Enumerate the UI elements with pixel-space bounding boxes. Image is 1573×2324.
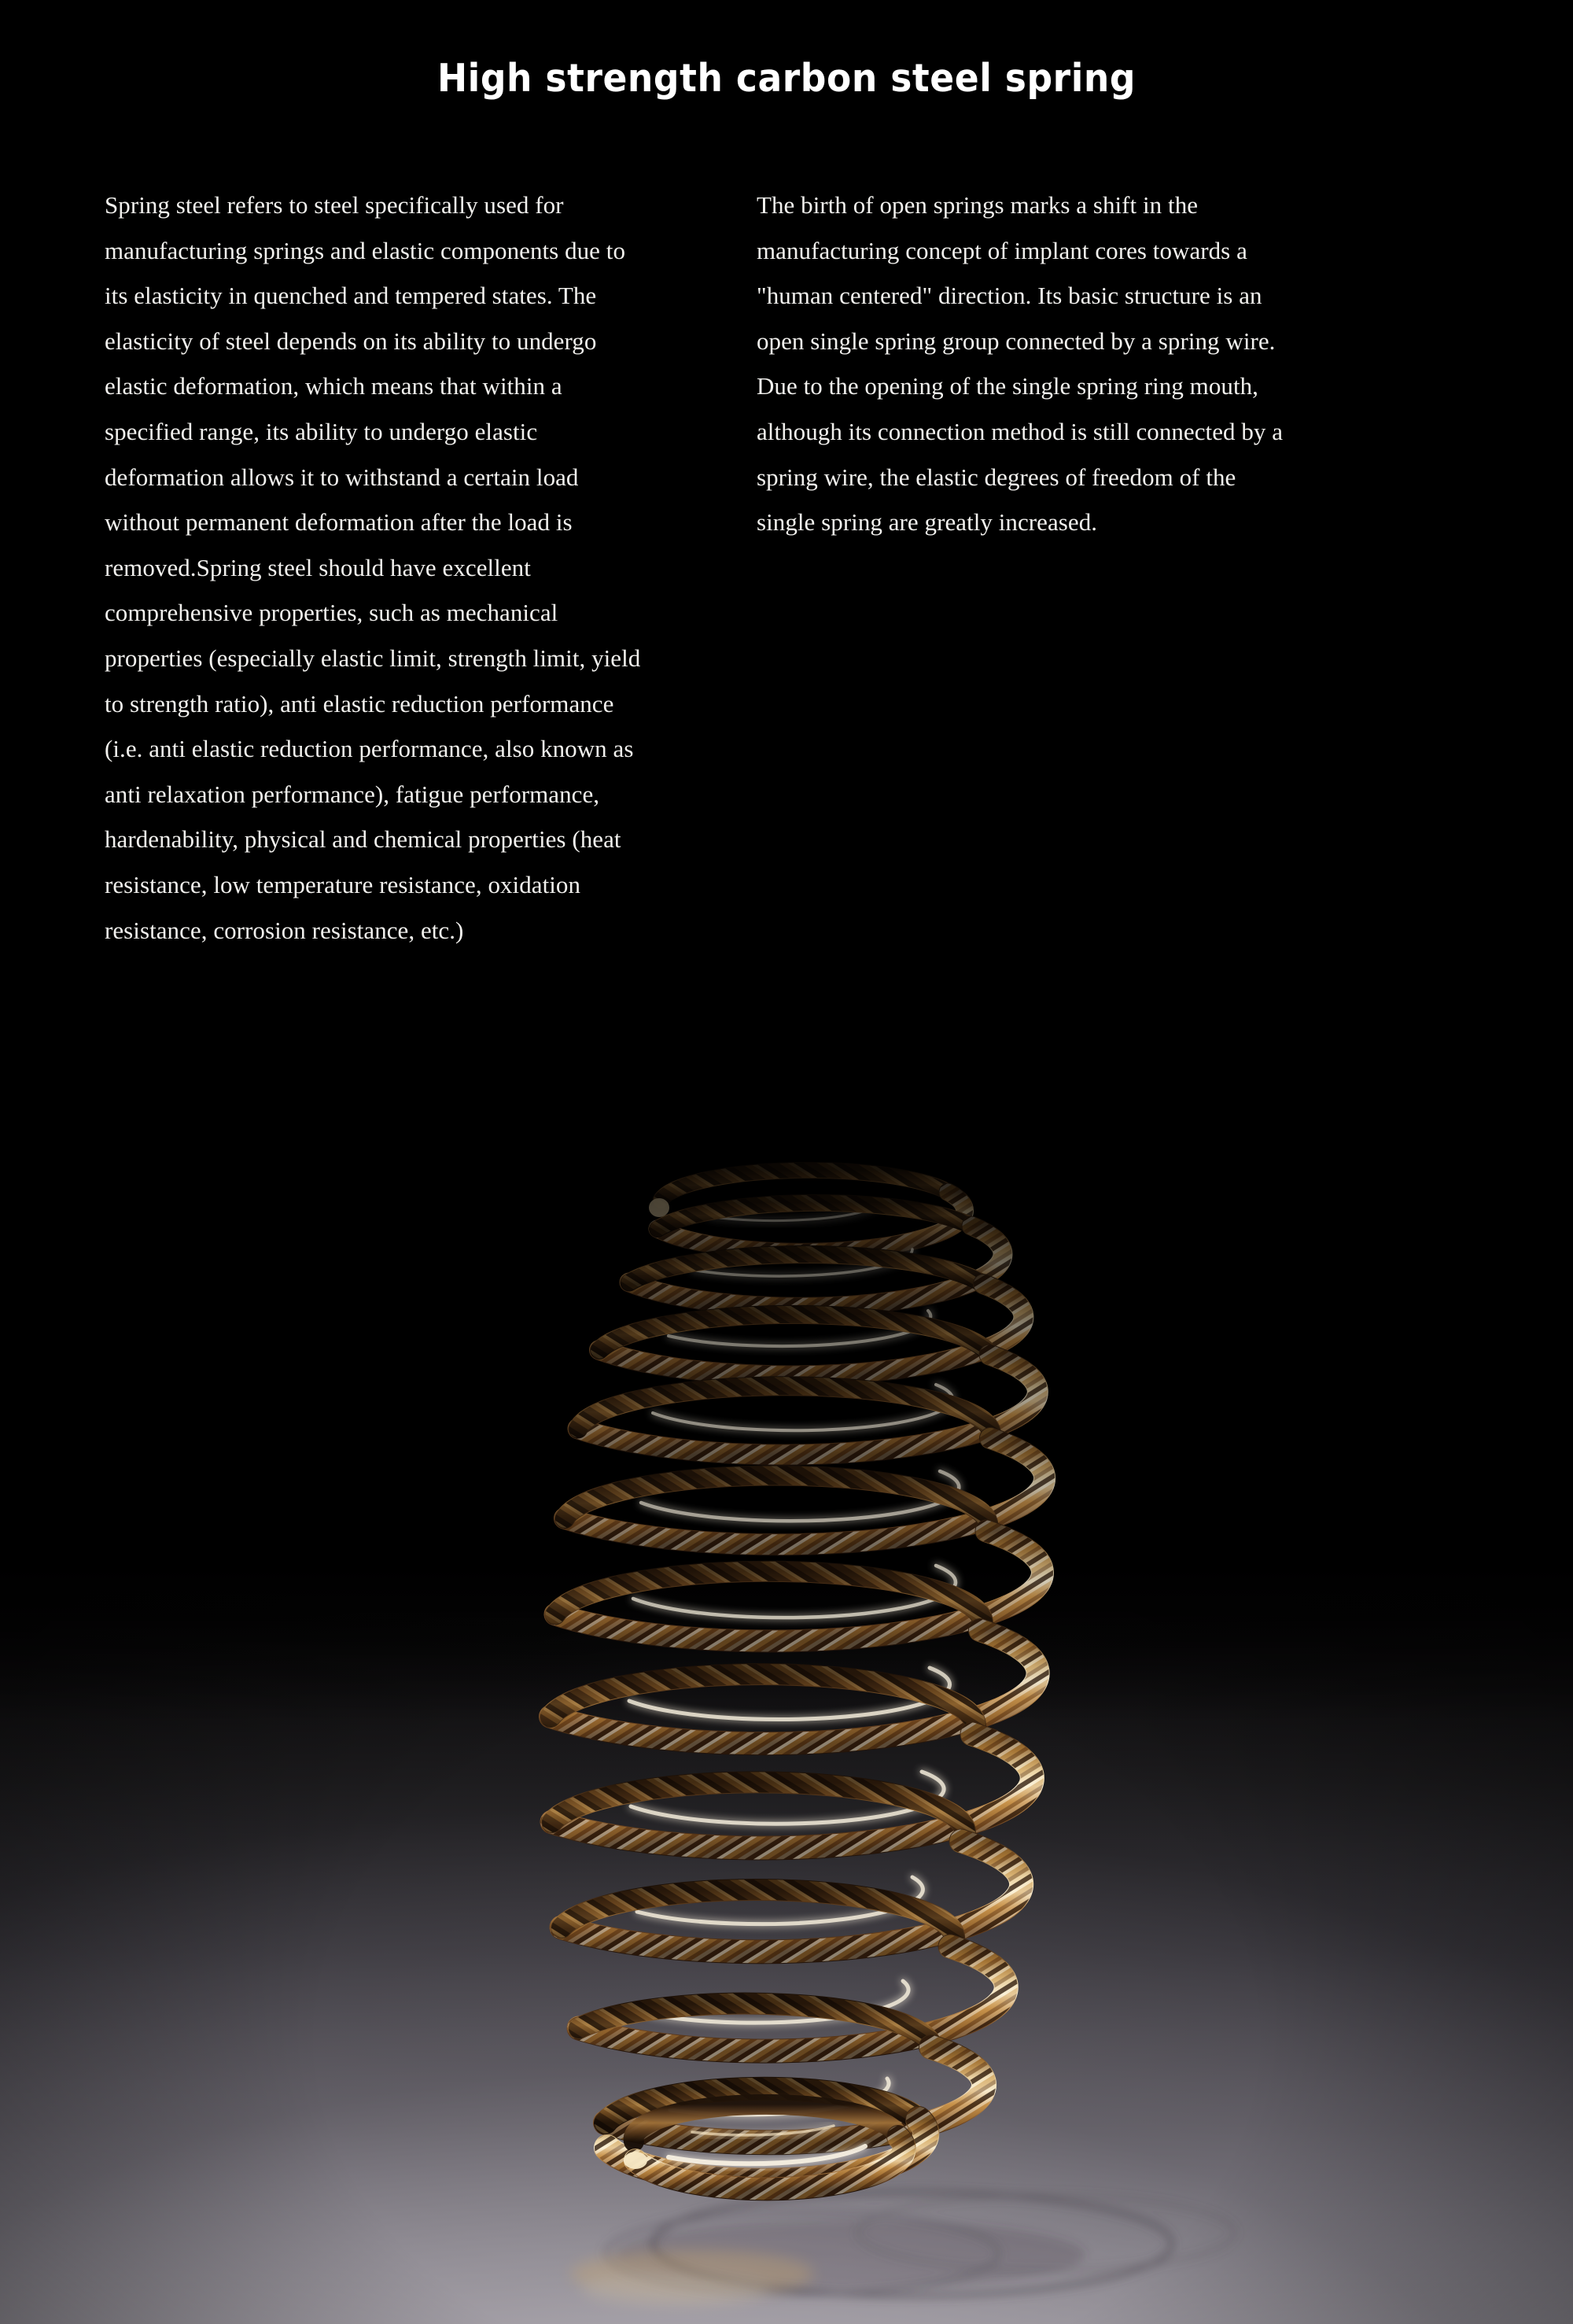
spring-photograph (0, 1046, 1573, 2324)
article-columns (105, 183, 1363, 953)
coil-turn-5 (565, 1386, 1044, 1545)
text-column-right (757, 183, 1299, 545)
coil-spring-illustration (0, 1046, 1573, 2324)
wire-bottom-end (624, 2152, 647, 2169)
paragraph-left: Spring steel refers to steel specifically used for manufacturing springs and elastic components due to its elasticity in quenched and tempered states. The elasticity of steel depends on its ability to undergo elastic deformation, which means that within a specified range, its ability to undergo elastic deformation allows it to withstand a certain load without permanent deformation after the load is removed.Spring steel should have excellent comprehensive properties, such as mechanical properties (especially elastic limit, strength limit, yield to strength ratio), anti elastic reduction performance (i.e. anti elastic reduction performance, also known as anti relaxation performance), fatigue performance, hardenability, physical and chemical properties (heat resistance, low temperature resistance, oxidation resistance, corrosion resistance, etc.) (105, 191, 641, 944)
page-title: High strength carbon steel spring (437, 55, 1136, 101)
coil-turn-10 (562, 1890, 1006, 2051)
text-column-left (105, 183, 647, 953)
floor-reflection (570, 2250, 814, 2307)
paragraph-right: The birth of open springs marks a shift in the manufacturing concept of implant cores towards a "human centered" direction. Its basic structure is an open single spring group connected by a spring wire. Due to the opening of the single spring ring mouth, although its connection method is still connected by a spring wire, the elastic degrees of freedom of the single spring are greatly increased. (757, 191, 1284, 537)
wire-top-end (649, 1198, 669, 1217)
